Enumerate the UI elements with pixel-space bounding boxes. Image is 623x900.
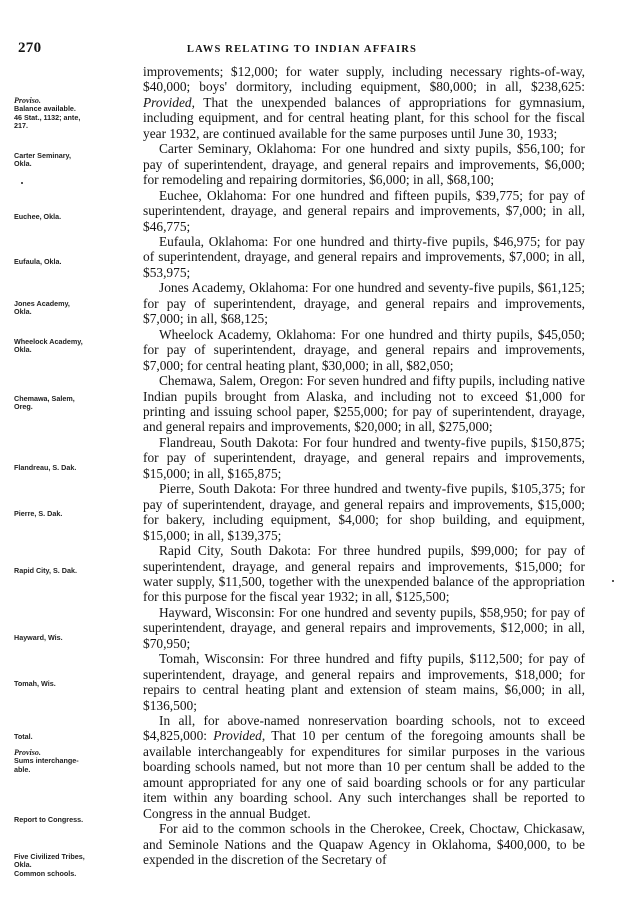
paragraph-five-civilized-tribes: For aid to the common schools in the Cherokee, Creek, Choctaw, Chickasaw, and Seminole Nations and the Quapaw Agency in Oklahoma, $400,000, to be expended in the discretion of the Secretary of <box>143 821 585 868</box>
margin-note-eufaula <box>14 258 134 266</box>
margin-note-five-civilized-tribes <box>14 853 134 878</box>
margin-note-rapid-city <box>14 567 134 575</box>
paragraph-eufaula: Eufaula, Oklahoma: For one hundred and thirty-five pupils, $46,975; for pay of superintendent, drayage, and general repairs and improvements, $7,000; in all, $53,975; <box>143 233 585 280</box>
print-speck <box>21 182 23 184</box>
margin-note-line: Okla. <box>14 345 32 355</box>
margin-note-line: Eufaula, Okla. <box>14 257 62 266</box>
print-speck <box>612 580 614 582</box>
margin-note-wheelock-academy <box>14 338 134 355</box>
margin-note-tomah <box>14 680 134 688</box>
margin-note-line: Chemawa, Salem, <box>14 394 75 403</box>
margin-note-euchee <box>14 213 134 221</box>
margin-note-line: able. <box>14 764 31 774</box>
margin-note-line: Pierre, S. Dak. <box>14 509 63 518</box>
margin-note-line: Euchee, Okla. <box>14 212 62 221</box>
margin-note-line: Common schools. <box>14 868 77 878</box>
paragraph-wheelock-academy: Wheelock Academy, Oklahoma: For one hundred and thirty pupils, $45,050; for pay of superintendent, drayage, and general repairs and improvements, $7,000; for central heating plant, $30,000; in all, $82,050; <box>143 326 585 373</box>
paragraph-continuation: improvements; $12,000; for water supply, including necessary rights-of-way, $40,000; boys' dormitory, including equipment, $80,000; in all, $238,625: Provided, That the unexpended balances of appropriations for gymnasium, including equipment, and for central heating plant, for this school for the fiscal year 1932, are continued available for the same purposes until June 30, 1933; <box>143 64 585 141</box>
margin-note-flandreau <box>14 464 134 472</box>
margin-note-line: Carter Seminary, <box>14 151 71 160</box>
paragraph-pierre: Pierre, South Dakota: For three hundred and twenty-five pupils, $105,375; for pay of superintendent, drayage, and general repairs and improvements, $15,000; for bakery, including equipment, $4,000; for shop building, and equipment, $15,000; in all, $139,375; <box>143 481 585 543</box>
margin-note-line: 46 Stat., 1132; ante, <box>14 112 81 122</box>
paragraph-carter-seminary: Carter Seminary, Oklahoma: For one hundred and sixty pupils, $56,100; for pay of superintendent, drayage, and general repairs and improvements, $6,000; for remodeling and repairing dormitories, $6,000; in all, $68,100; <box>143 141 585 188</box>
margin-note-proviso-sums <box>14 749 134 774</box>
margin-note-line: Flandreau, S. Dak. <box>14 463 77 472</box>
margin-note-jones-academy <box>14 300 134 317</box>
paragraph-tomah: Tomah, Wisconsin: For three hundred and fifty pupils, $112,500; for pay of superintendent, drayage, and general repairs and improvements, $18,000; for repairs to central heating plant and extension of steam mains, $6,000; in all, $136,500; <box>143 651 585 713</box>
margin-note-line: Jones Academy, <box>14 299 70 308</box>
paragraph-chemawa: Chemawa, Salem, Oregon: For seven hundred and fifty pupils, including native Indian pupils brought from Alaska, and including not to exceed $1,000 for printing and issuing school paper, $255,000; for pay of superintendent, drayage, and general repairs and improvements, $20,000; in all, $275,000; <box>143 373 585 435</box>
margin-note-line: Proviso. <box>14 748 41 757</box>
margin-note-hayward <box>14 634 134 642</box>
margin-note-carter-seminary <box>14 152 134 169</box>
margin-note-line: Oreg. <box>14 402 33 412</box>
paragraph-flandreau: Flandreau, South Dakota: For four hundred and twenty-five pupils, $150,875; for pay of superintendent, drayage, and general repairs and improvements, $15,000; in all, $165,875; <box>143 434 585 481</box>
margin-note-line: Five Civilized Tribes, <box>14 852 85 861</box>
margin-note-line: Okla. <box>14 307 32 317</box>
margin-note-line: Okla. <box>14 860 32 870</box>
margin-note-report-to-congress <box>14 816 134 824</box>
paragraph-total: In all, for above-named nonreservation boarding schools, not to exceed $4,825,000: Provided, That 10 per centum of the foregoing amounts shall be available interchangeably for expenditures for similar purposes in the various boarding schools named, but not more than 10 per centum shall be added to the amount appropriated for any one of said boarding schools or for any particular item within any boarding school. Any such interchanges shall be reported to Congress in the annual Budget. <box>143 713 586 821</box>
margin-note-pierre <box>14 510 134 518</box>
margin-note-line: Report to Congress. <box>14 815 84 824</box>
margin-note-line: Tomah, Wis. <box>14 679 56 688</box>
paragraph-hayward: Hayward, Wisconsin: For one hundred and seventy pupils, $58,950; for pay of superintendent, drayage, and general repairs and improvements, $12,000; in all, $70,950; <box>143 604 585 651</box>
margin-note-line: Okla. <box>14 159 32 169</box>
paragraph-euchee: Euchee, Oklahoma: For one hundred and fifteen pupils, $39,775; for pay of superintendent, drayage, and general repairs and improvements, $7,000; in all, $46,775; <box>143 187 585 234</box>
margin-note-line: 217. <box>14 121 28 131</box>
paragraph-rapid-city: Rapid City, South Dakota: For three hundred pupils, $99,000; for pay of superintendent, drayage, and general repairs and improvements, $15,000; for water supply, $11,500, together with the unexpended balance of the appropriation for this purpose for the fiscal year 1932; in all, $125,500; <box>143 543 585 605</box>
paragraph-jones-academy: Jones Academy, Oklahoma: For one hundred and seventy-five pupils, $61,125; for pay of superintendent, drayage, and general repairs and improvements, $7,000; in all, $68,125; <box>143 280 585 327</box>
margin-note-line: Wheelock Academy, <box>14 337 83 346</box>
margin-note-line: Proviso. <box>14 96 41 105</box>
margin-note-line: Total. <box>14 732 33 741</box>
margin-note-line: Hayward, Wis. <box>14 633 63 642</box>
margin-note-total <box>14 733 134 741</box>
body-text <box>143 64 585 868</box>
margin-note-line: Rapid City, S. Dak. <box>14 566 77 575</box>
page-number: 270 <box>18 40 42 56</box>
margin-note-line: Sums interchange- <box>14 756 79 766</box>
margin-note-chemawa <box>14 395 134 412</box>
running-head: LAWS RELATING TO INDIAN AFFAIRS <box>186 44 418 55</box>
margin-note-line: Balance available. <box>14 104 76 114</box>
margin-note-proviso-balance <box>14 97 134 131</box>
